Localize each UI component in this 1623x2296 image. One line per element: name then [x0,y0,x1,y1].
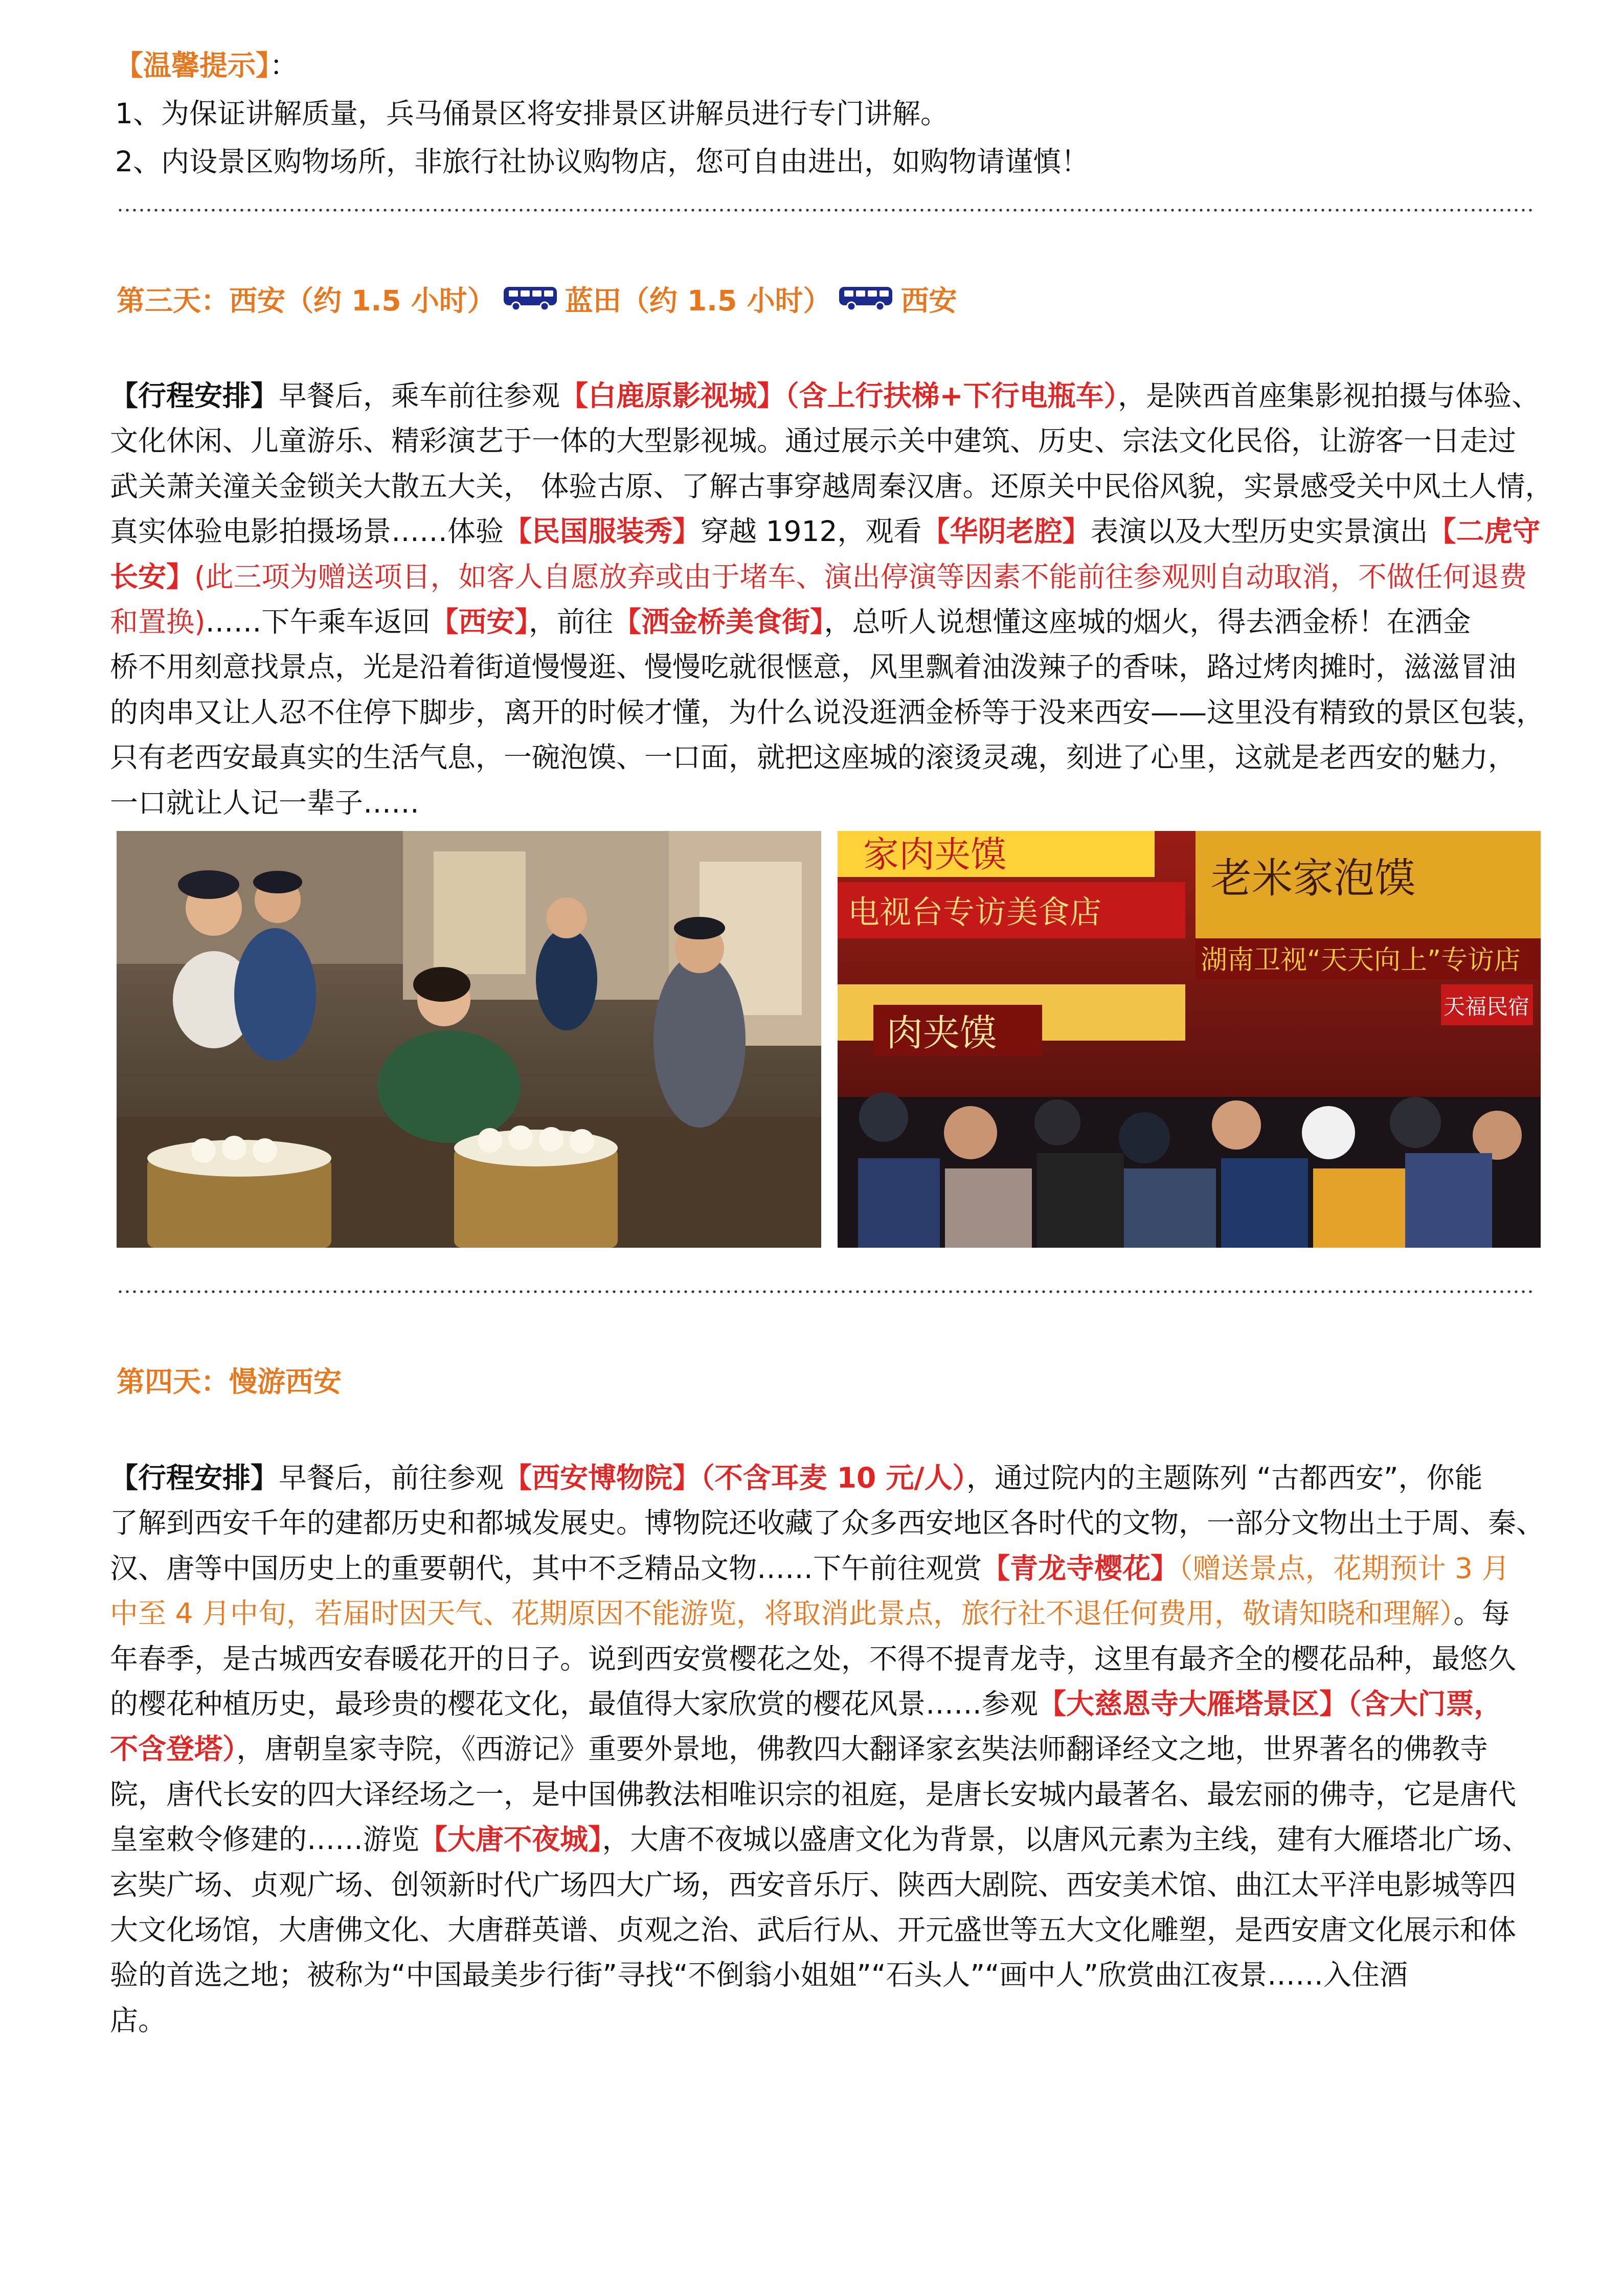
day3-itinerary-text [110,373,1553,825]
food-street-scene [838,831,1541,1248]
day4-text-run: 验的首选之地；被称为“中国最美步行街”寻找“不倒翁小姐姐”“石头人”“画中人”欣赏曲江夜景……入住酒 [110,1959,1408,1992]
day3-text-run: ，前往 [529,605,614,639]
day4-text-run: 。每 [1453,1597,1510,1630]
day3-text-run: 【行程安排】 [110,379,279,412]
day3-heading-part2: 蓝田（约 1.5 小时） [565,284,831,317]
day3-text-run: 【西安】 [430,605,529,639]
day3-text-run: 和置换) [110,605,206,639]
day4-heading-text: 第四天：慢游西安 [117,1365,342,1398]
day4-text-run: 不含登塔） [110,1732,237,1766]
day4-text-run: ，大唐不夜城以盛唐文化为背景，以唐风元素为主线，建有大雁塔北广场、 [602,1823,1530,1856]
tips-item-2: 2、内设景区购物场所，非旅行社协议购物店，您可自由进出，如购物请谨慎！ [115,145,1089,178]
day4-itinerary-text [110,1455,1545,2043]
day3-text-run: 长安】 [110,560,195,593]
day4-line [110,1500,1545,1545]
photo-food-street [838,831,1541,1248]
day4-text-run: 年春季，是古城西安春暖花开的日子。说到西安赏樱花之处，不得不提青龙寺，这里有最齐全的樱花品种，最悠久 [110,1642,1517,1675]
day4-text-run: 大文化场馆，大唐佛文化、大唐群英谱、贞观之治、武后行从、开元盛世等五大文化雕塑，是西安唐文化展示和体 [110,1914,1517,1947]
day3-text-run: 只有老西安最真实的生活气息，一碗泡馍、一口面，就把这座城的滚烫灵魂，刻进了心里，这就是老西安的魅力， [110,741,1517,774]
day4-line [110,1907,1537,1952]
sign-text: 湖南卫视“天天向上”专访店 [1201,945,1521,976]
day3-text-run: 的肉串又让人忍不住停下脚步，离开的时候才懂，为什么说没逛洒金桥等于没来西安——这里没有精致的景区包装， [110,695,1545,729]
day3-text-run: 桥不用刻意找景点，光是沿着街道慢慢逛、慢慢吃就很惬意，风里飘着油泼辣子的香味，路过烤肉摊时，滋滋冒油 [110,650,1517,684]
bus-icon [502,284,559,316]
day4-line [110,1952,1537,1997]
day4-text-run: 汉、唐等中国历史上的重要朝代，其中不乏精品文物……下午前往观赏 [110,1551,982,1585]
day4-text-run: 院，唐代长安的四大译经场之一，是中国佛教法相唯识宗的祖庭，是唐长安城内最著名、最宏丽的佛寺，它是唐代 [110,1777,1517,1811]
day4-line [110,1591,1537,1636]
day3-text-run: 真实体验电影拍摄场景……体验 [110,515,504,548]
tips-item-1: 1、为保证讲解质量，兵马俑景区将安排景区讲解员进行专门讲解。 [115,97,949,130]
day3-text-run: 【二虎守 [1428,515,1541,548]
day3-text-run: ，是陕西首座集影视拍摄与体验、 [1118,379,1540,412]
day3-text-run: 早餐后，乘车前往参观 [279,379,560,412]
photo-movie-town [117,831,821,1248]
day3-line [110,644,1537,689]
day3-line [110,509,1541,554]
day3-line [110,373,1540,418]
day3-line [110,780,1537,825]
day3-line [110,554,1537,599]
day4-text-run: 了解到西安千年的建都历史和都城发展史。博物院还收藏了众多西安地区各时代的文物，一部分文物出土于周、秦、 [110,1506,1545,1540]
sign-text: 家肉夹馍 [863,834,1006,875]
day3-text-run: 武关萧关潼关金锁关大散五大关， 体验古原、了解古事穿越周秦汉唐。还原关中民俗风貌，实景感受关中风土人情， [110,469,1553,503]
day3-line [110,690,1545,735]
day4-text-run: 【大慈恩寺大雁塔景区】（含大门票， [1038,1687,1502,1721]
day3-heading-part3: 西安 [900,284,957,317]
day4-text-run: 的樱花种植历史，最珍贵的樱花文化，最值得大家欣赏的樱花风景……参观 [110,1687,1039,1721]
tips-colon: ： [269,49,298,82]
movie-town-scene [117,831,821,1248]
day3-text-run: 【华阴老腔】 [921,515,1091,548]
day4-text-run: ，通过院内的主题陈列 “古都西安”，你能 [966,1461,1483,1494]
day4-text-run: ，唐朝皇家寺院，《西游记》重要外景地，佛教四大翻译家玄奘法师翻译经文之地，世界著名的佛教寺 [236,1732,1489,1766]
sign-text: 肉夹馍 [886,1011,997,1054]
sign-text: 电视台专访美食店 [848,893,1102,931]
day4-text-run: 玄奘广场、贞观广场、创领新时代广场四大广场，西安音乐厅、陕西大剧院、西安美术馆、曲江太平洋电影城等四 [110,1868,1517,1901]
tips-title: 【温馨提示】 [115,49,270,82]
day3-heading [117,280,957,321]
day3-text-run: 【民国服装秀】 [504,515,701,548]
day3-heading-part1: 第三天：西安（约 1.5 小时） [117,284,495,317]
day3-text-run: 表演以及大型历史实景演出 [1090,515,1428,548]
tips-title-line [115,44,1537,87]
dotted-divider [117,1290,1533,1293]
day4-text-run: 中至 4 月中旬，若届时因天气、花期原因不能游览，将取消此景点，旅行社不退任何费用，敬请知晓和理解） [110,1597,1454,1630]
day3-line [110,735,1537,780]
day3-line [110,599,1537,644]
day4-line [110,1772,1537,1817]
day4-line [110,1726,1537,1771]
sign-text: 天福民宿 [1444,994,1530,1019]
day3-text-run: 文化休闲、儿童游乐、精彩演艺于一体的大型影视城。通过展示关中建筑、历史、宗法文化民俗，让游客一日走过 [110,424,1517,458]
day4-text-run: 【西安博物院】（不含耳麦 10 元/人） [504,1461,966,1494]
day3-text-run: ，总听人说想懂这座城的烟火，得去洒金桥！在洒金 [824,605,1471,639]
day4-line [110,1546,1537,1591]
dotted-divider [117,209,1533,212]
day4-line [110,1681,1537,1726]
day3-text-run: 【白鹿原影视城】（含上行扶梯+下行电瓶车） [560,379,1118,412]
day3-text-run: 穿越 1912，观看 [701,515,922,548]
day3-text-run: 一口就让人记一辈子…… [110,786,420,819]
day4-line [110,1998,1537,2043]
day4-line [110,1455,1537,1500]
day4-heading [117,1361,342,1402]
day4-text-run: 【大唐不夜城】 [419,1823,602,1856]
day3-line [110,418,1537,463]
day4-text-run: 【行程安排】 [110,1461,279,1494]
day4-text-run: 店。 [110,2004,167,2037]
sign-text: 老米家泡馍 [1211,854,1415,902]
day3-text-run: 【洒金桥美食街】 [613,605,824,639]
day4-line [110,1862,1537,1907]
day3-text-run: ……下午乘车返回 [205,605,431,639]
day3-line [110,464,1553,509]
day4-text-run: （赠送景点，花期预计 3 月 [1179,1551,1510,1585]
day4-line [110,1636,1537,1681]
day4-text-run: 皇室敕令修建的……游览 [110,1823,420,1856]
day4-line [110,1817,1537,1862]
day4-text-run: 早餐后，前往参观 [279,1461,504,1494]
day3-text-run: (此三项为赠送项目，如客人自愿放弃或由于堵车、演出停演等因素不能前往参观则自动取消，不做任何退费 [194,560,1527,593]
bus-icon [837,284,894,316]
day4-text-run: 【青龙寺樱花】 [982,1551,1179,1585]
